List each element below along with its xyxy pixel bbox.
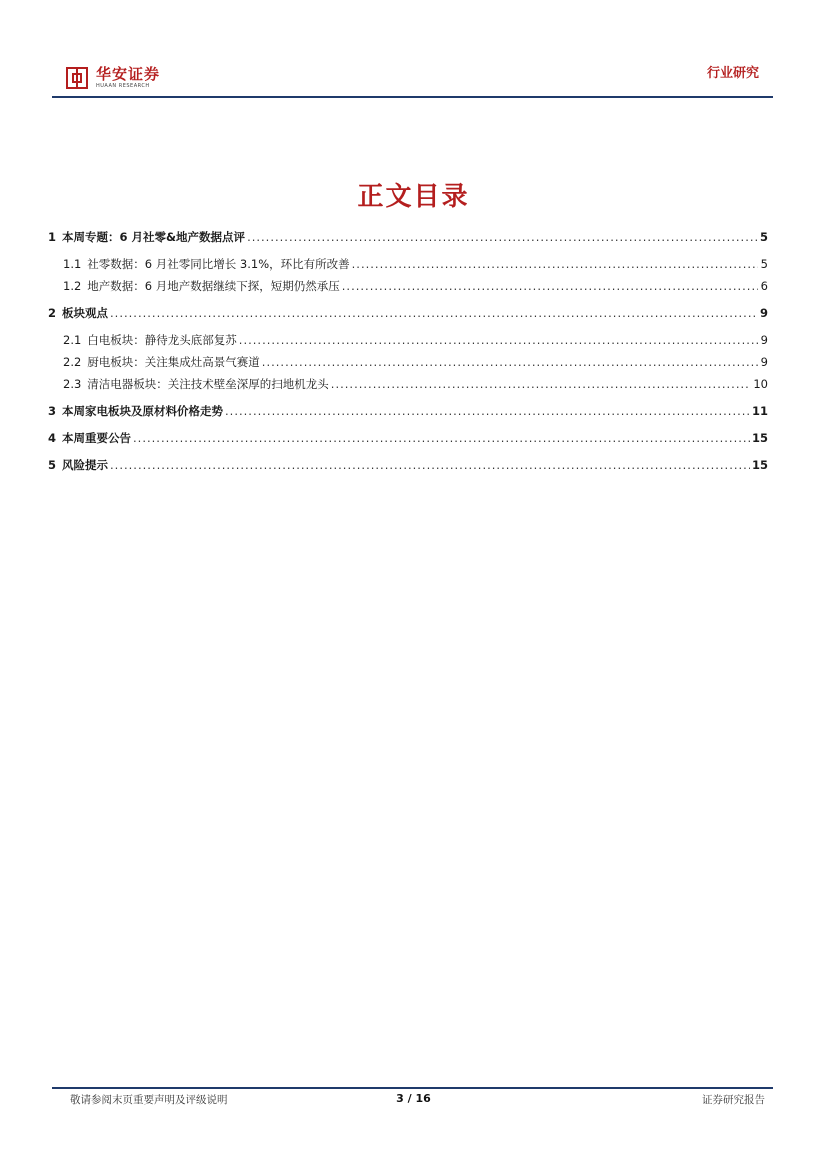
- toc-entry-page: 15: [751, 431, 768, 445]
- toc-entry[interactable]: [48, 331, 768, 349]
- toc-leader: [352, 255, 758, 273]
- toc-leader: [262, 353, 758, 371]
- toc-leader: [247, 228, 758, 246]
- toc-entry-number: 2: [48, 306, 57, 320]
- toc-leader: [331, 375, 752, 393]
- footer-report-type: 证券研究报告: [702, 1094, 765, 1106]
- document-type: 行业研究: [706, 66, 759, 81]
- toc-leader: [110, 304, 758, 322]
- toc-entry[interactable]: [48, 277, 768, 295]
- toc-entry-title: 白电板块：静待龙头底部复苏: [87, 333, 237, 347]
- toc-entry-number: 2.2: [63, 355, 82, 369]
- toc-entry-page: 9: [760, 355, 768, 369]
- toc-entry-page: 9: [759, 306, 768, 320]
- toc-title: 正文目录: [357, 182, 470, 212]
- toc-leader: [133, 429, 750, 447]
- toc-entry-title: 板块观点: [62, 306, 109, 320]
- toc-entry-title: 本周家电板块及原材料价格走势: [62, 404, 224, 418]
- toc-leader: [342, 277, 758, 295]
- toc-entry-number: 1: [48, 230, 57, 244]
- company-logo: [66, 66, 160, 90]
- toc-entry-page: 6: [760, 279, 768, 293]
- toc-entry-number: 5: [48, 458, 57, 472]
- toc-entry-title: 本周重要公告: [62, 431, 132, 445]
- logo-english-name: HUAAN RESEARCH: [96, 83, 150, 89]
- logo-mark-icon: [66, 67, 88, 89]
- toc-entry[interactable]: [48, 353, 768, 371]
- toc-entry[interactable]: [48, 375, 768, 393]
- toc-leader: [110, 456, 750, 474]
- toc-leader: [239, 331, 758, 349]
- toc-entry-page: 10: [753, 377, 768, 391]
- footer-divider: [52, 1087, 773, 1089]
- toc-entry-page: 9: [760, 333, 768, 347]
- toc-entry[interactable]: [48, 429, 768, 447]
- toc-entry-title: 地产数据：6 月地产数据继续下探，短期仍然承压: [87, 279, 340, 293]
- toc-entry-number: 3: [48, 404, 57, 418]
- header-divider: [52, 96, 773, 98]
- footer-disclaimer: 敬请参阅末页重要声明及评级说明: [70, 1094, 228, 1106]
- toc-entry[interactable]: [48, 456, 768, 474]
- table-of-contents: [48, 228, 768, 474]
- toc-entry-title: 风险提示: [62, 458, 109, 472]
- toc-entry[interactable]: [48, 228, 768, 246]
- toc-entry-number: 1.1: [63, 257, 82, 271]
- toc-entry-number: 2.3: [63, 377, 82, 391]
- toc-entry-page: 5: [759, 230, 768, 244]
- toc-entry[interactable]: [48, 255, 768, 273]
- page-number: 3 / 16: [396, 1092, 431, 1105]
- toc-entry-title: 本周专题：6 月社零&地产数据点评: [62, 230, 246, 244]
- toc-entry-page: 5: [760, 257, 768, 271]
- toc-leader: [225, 402, 750, 420]
- toc-entry[interactable]: [48, 402, 768, 420]
- toc-entry-number: 1.2: [63, 279, 82, 293]
- toc-entry-page: 15: [751, 458, 768, 472]
- toc-entry-page: 11: [751, 404, 768, 418]
- toc-entry-number: 4: [48, 431, 57, 445]
- toc-entry-title: 厨电板块：关注集成灶高景气赛道: [87, 355, 260, 369]
- logo-chinese-name: 华安证券: [96, 65, 161, 83]
- toc-entry-number: 2.1: [63, 333, 82, 347]
- toc-entry-title: 社零数据：6 月社零同比增长 3.1%，环比有所改善: [87, 257, 350, 271]
- toc-entry[interactable]: [48, 304, 768, 322]
- toc-entry-title: 清洁电器板块：关注技术壁垒深厚的扫地机龙头: [87, 377, 329, 391]
